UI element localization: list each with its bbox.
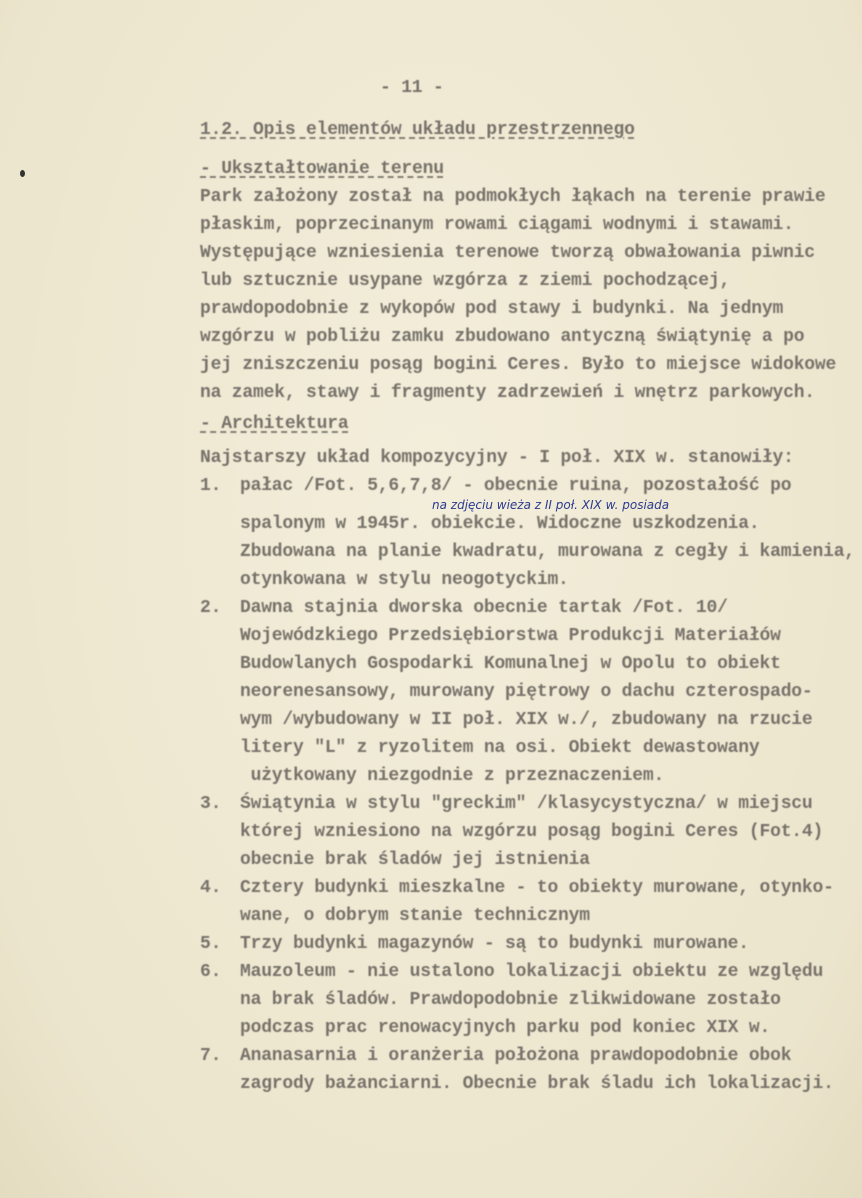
list-item-line: Świątynia w stylu "greckim" /klasycystyczna/ w miejscu (240, 794, 813, 814)
list-item-line: zagrody bażanciarni. Obecnie brak śladu ich lokalizacji. (240, 1074, 834, 1094)
list-item-line: użytkowany niezgodnie z przeznaczeniem. (240, 766, 665, 786)
body-line: na zamek, stawy i fragmenty zadrzewień i wnętrz parkowych. (200, 383, 815, 403)
list-item-line: podczas prac renowacyjnych parku pod koniec XIX w. (240, 1018, 771, 1038)
page-number: - 11 - (380, 78, 444, 98)
body-line: jej zniszczeniu posąg bogini Ceres. Było to miejsce widokowe (200, 355, 837, 375)
list-item-line: Ananasarnia i oranżeria położona prawdopodobnie obok (240, 1046, 792, 1066)
punch-hole-mark (20, 170, 25, 177)
list-item-line: na brak śladów. Prawdopodobnie zlikwidowane zostało (240, 990, 781, 1010)
architecture-intro: Najstarszy układ kompozycyjny - I poł. XIX w. stanowiły: (200, 448, 794, 468)
list-item-line: neorenesansowy, murowany piętrowy o dachu czterospado- (240, 682, 813, 702)
list-item-line: Zbudowana na planie kwadratu, murowana z cegły i kamienia, (240, 542, 855, 562)
body-line: prawdopodobnie z wykopów pod stawy i budynki. Na jednym (200, 299, 784, 319)
list-item-line: wym /wybudowany w II poł. XIX w./, zbudowany na rzucie (240, 710, 813, 730)
list-item-line: spalonym w 1945r. obiekcie. Widoczne uszkodzenia. (240, 514, 760, 534)
list-item-line: Trzy budynki magazynów - są to budynki murowane. (240, 934, 749, 954)
list-item-number: 5. (200, 934, 222, 954)
list-item-number: 2. (200, 598, 222, 618)
handwritten-note: na zdjęciu wieża z II poł. XIX w. posiada (432, 498, 670, 512)
list-item-number: 6. (200, 962, 222, 982)
list-item-line: pałac /Fot. 5,6,7,8/ - obecnie ruina, pozostałość po (240, 476, 792, 496)
body-line: wzgórzu w pobliżu zamku zbudowano antyczną świątynię a po (200, 327, 805, 347)
list-item-line: Wojewódzkiego Przedsiębiorstwa Produkcji Materiałów (240, 626, 781, 646)
list-item-line: Dawna stajnia dworska obecnie tartak /Fot. 10/ (240, 598, 728, 618)
body-line: Park założony został na podmokłych łąkach na terenie prawie (200, 187, 826, 207)
list-item-number: 3. (200, 794, 222, 814)
subsection-title-architecture: - Architektura (200, 414, 349, 434)
body-line: Występujące wzniesienia terenowe tworzą obwałowania piwnic (200, 243, 815, 263)
list-item-line: Mauzoleum - nie ustalono lokalizacji obiektu ze względu (240, 962, 824, 982)
section-heading: 1.2. Opis elementów układu przestrzennego (200, 120, 635, 140)
list-item-line: Budowlanych Gospodarki Komunalnej w Opolu to obiekt (240, 654, 781, 674)
list-item-line: otynkowana w stylu neogotyckim. (240, 570, 569, 590)
body-line: lub sztucznie usypane wzgórza z ziemi pochodzącej, (200, 271, 731, 291)
body-line: płaskim, poprzecinanym rowami ciągami wodnymi i stawami. (200, 215, 794, 235)
list-item-line: której wzniesiono na wzgórzu posąg bogini Ceres (Fot.4) (240, 822, 824, 842)
list-item-number: 4. (200, 878, 222, 898)
list-item-line: obecnie brak śladów jej istnienia (240, 850, 590, 870)
list-item-line: wane, o dobrym stanie technicznym (240, 906, 590, 926)
list-item-number: 7. (200, 1046, 222, 1066)
list-item-line: Cztery budynki mieszkalne - to obiekty murowane, otynko- (240, 878, 834, 898)
list-item-number: 1. (200, 476, 222, 496)
list-item-line: litery "L" z ryzolitem na osi. Obiekt dewastowany (240, 738, 760, 758)
subsection-title-terrain: - Ukształtowanie terenu (200, 159, 444, 179)
